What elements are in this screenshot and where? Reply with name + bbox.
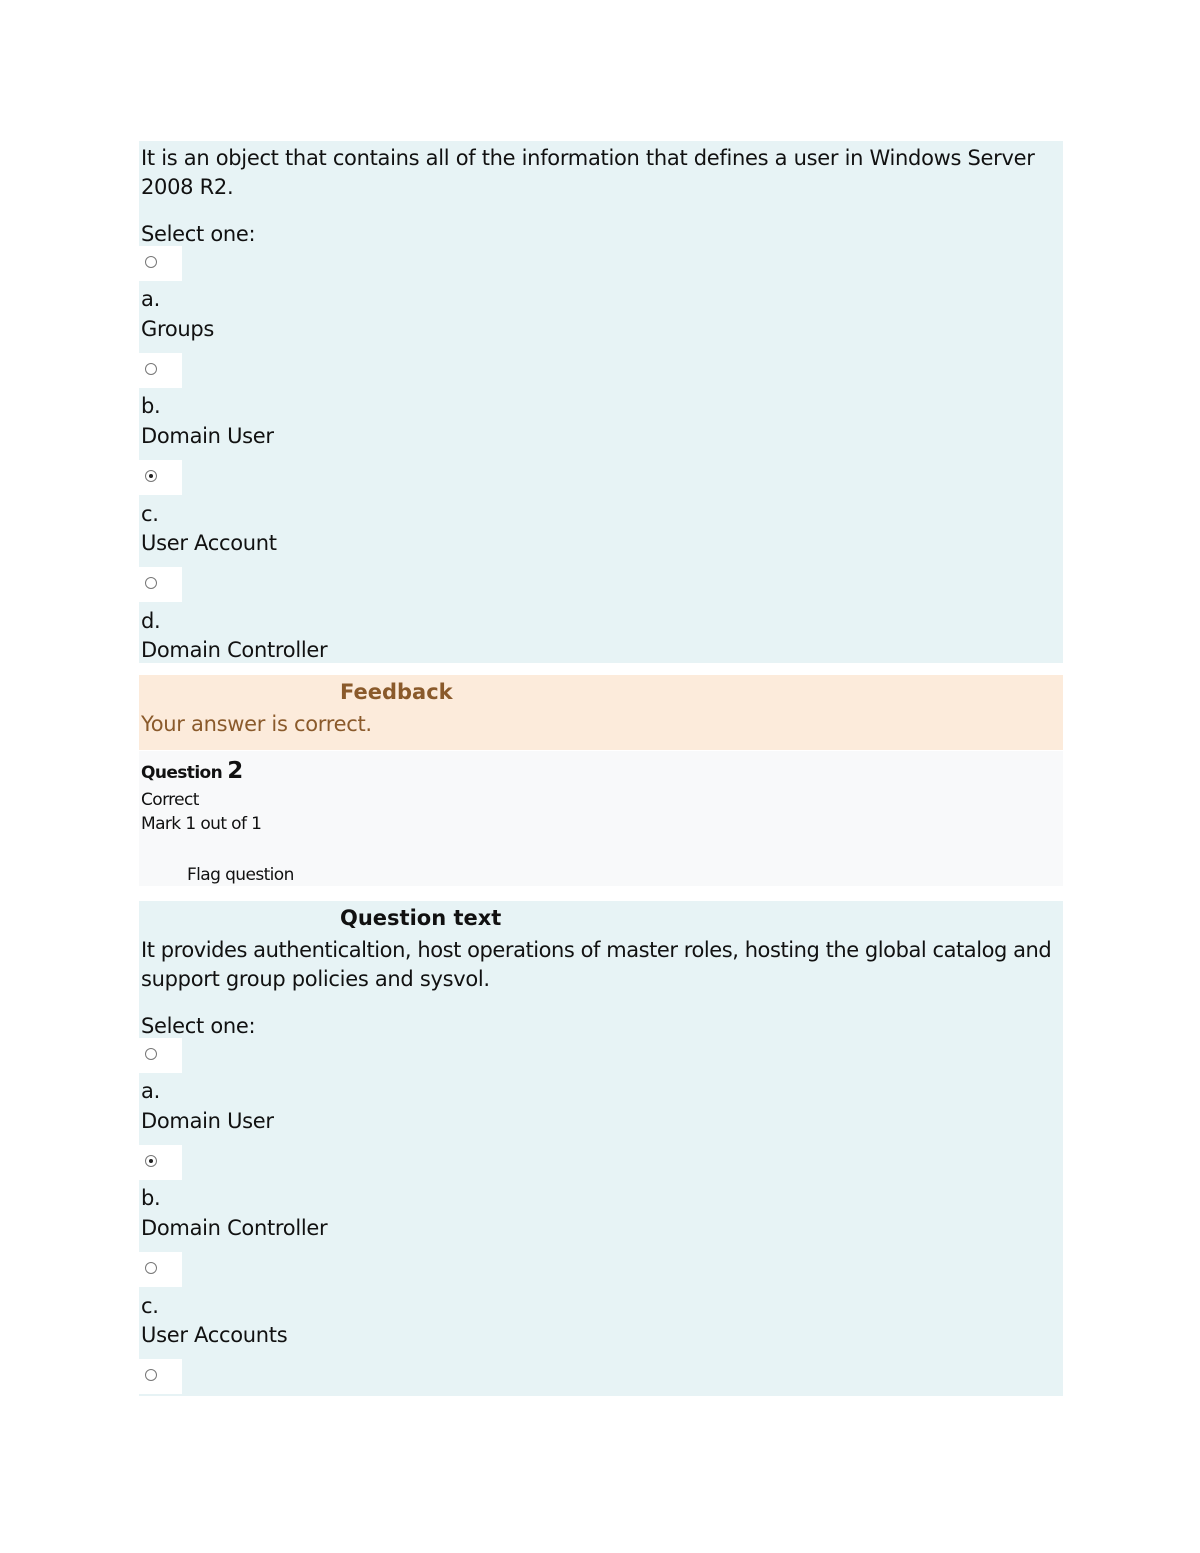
feedback-text: Your answer is correct. (141, 712, 372, 736)
q1-option-b-radio[interactable] (145, 363, 157, 375)
question-2-heading: Question text (340, 906, 502, 930)
q1-option-b-letter: b. (141, 394, 161, 418)
question-2-mark: Mark 1 out of 1 (141, 814, 262, 834)
q2-option-a-radio[interactable] (145, 1048, 157, 1060)
q1-option-c-letter: c. (141, 502, 159, 526)
q2-option-b-radio[interactable] (145, 1155, 157, 1167)
question-2-number (141, 758, 243, 784)
q2-option-b-letter: b. (141, 1186, 161, 1210)
q1-option-d-radio-cell[interactable] (139, 567, 182, 602)
q2-option-a-radio-cell[interactable] (139, 1038, 182, 1073)
question-2-text-line1: It provides authenticaltion, host operations of master roles, hosting the global catalog and (141, 938, 1052, 962)
q1-option-d-letter: d. (141, 609, 161, 633)
q1-option-d-radio[interactable] (145, 577, 157, 589)
q1-option-d-label[interactable]: Domain Controller (141, 638, 328, 662)
q1-option-a-label[interactable]: Groups (141, 317, 215, 341)
flag-question-link[interactable]: Flag question (187, 865, 294, 885)
question-number-value: 2 (227, 758, 244, 784)
question-2-prompt: Select one: (141, 1014, 256, 1038)
question-2-state: Correct (141, 790, 199, 810)
q1-option-c-radio-cell[interactable] (139, 460, 182, 495)
q2-option-a-label[interactable]: Domain User (141, 1109, 274, 1133)
q1-option-c-radio[interactable] (145, 470, 157, 482)
q2-option-c-letter: c. (141, 1294, 159, 1318)
question-label: Question (141, 763, 223, 783)
question-1-text-line1: It is an object that contains all of the information that defines a user in Windows Server (141, 146, 1035, 170)
q2-option-c-radio[interactable] (145, 1262, 157, 1274)
q2-option-a-letter: a. (141, 1079, 160, 1103)
q2-option-d-radio[interactable] (145, 1369, 157, 1381)
question-1-prompt: Select one: (141, 222, 256, 246)
question-2-text-line2: support group policies and sysvol. (141, 967, 490, 991)
q1-option-b-label[interactable]: Domain User (141, 424, 274, 448)
q2-option-d-radio-cell[interactable] (139, 1359, 182, 1394)
question-1-panel (139, 141, 1063, 663)
feedback-heading: Feedback (340, 680, 453, 704)
q2-option-b-radio-cell[interactable] (139, 1145, 182, 1180)
q2-option-b-label[interactable]: Domain Controller (141, 1216, 328, 1240)
q1-option-b-radio-cell[interactable] (139, 353, 182, 388)
q1-option-a-radio[interactable] (145, 256, 157, 268)
q1-option-a-letter: a. (141, 287, 160, 311)
q1-option-c-label[interactable]: User Account (141, 531, 277, 555)
q2-option-c-label[interactable]: User Accounts (141, 1323, 288, 1347)
q1-option-a-radio-cell[interactable] (139, 246, 182, 281)
q2-option-c-radio-cell[interactable] (139, 1252, 182, 1287)
question-1-text-line2: 2008 R2. (141, 175, 234, 199)
